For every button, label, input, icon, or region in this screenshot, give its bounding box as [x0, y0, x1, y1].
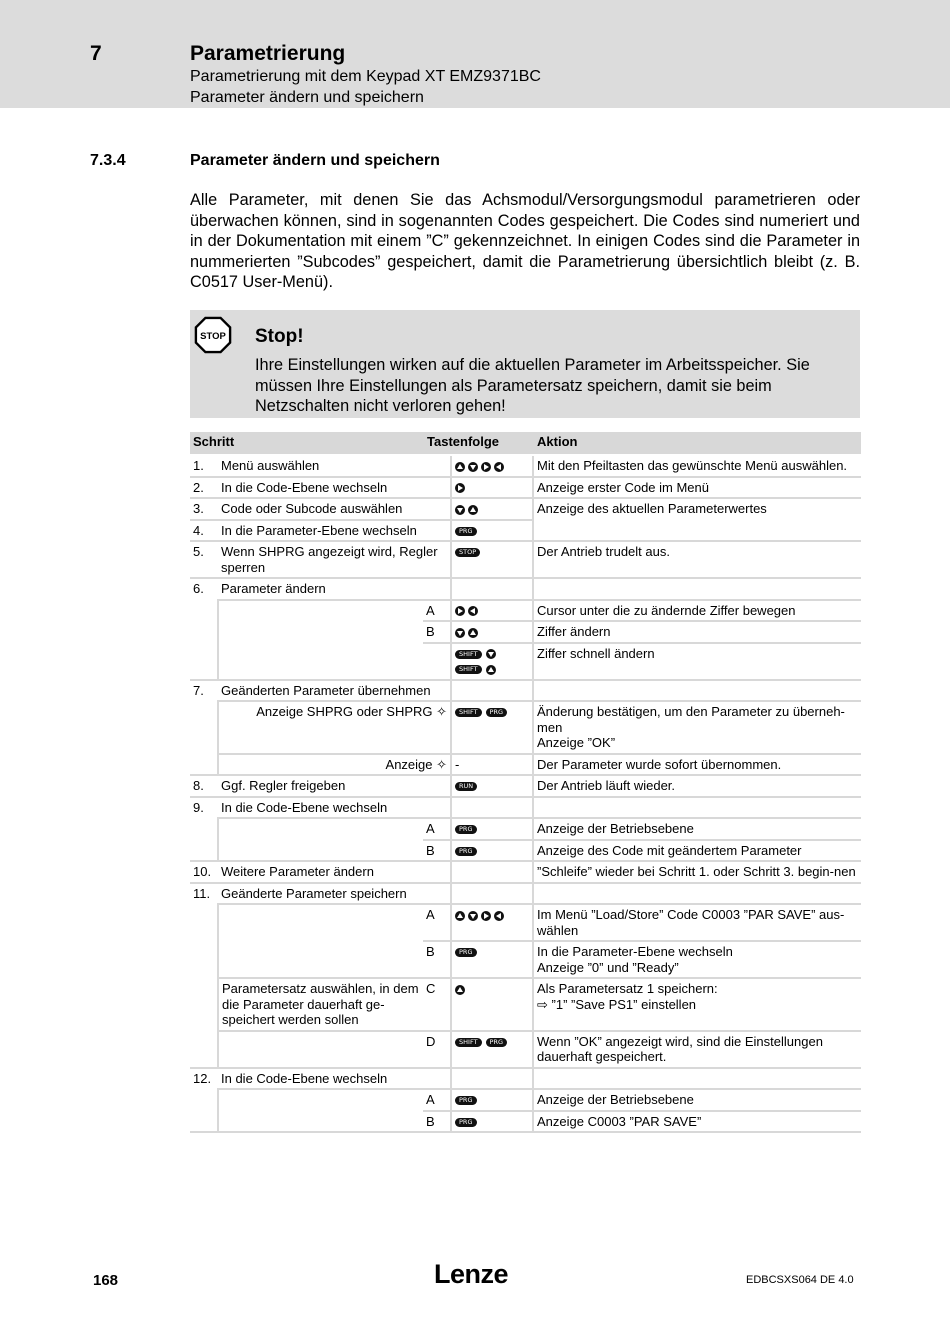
- step-action-line: Als Parametersatz 1 speichern:: [537, 981, 718, 996]
- table-row: [190, 643, 861, 680]
- step-action: [533, 701, 861, 754]
- key-sequence: [451, 455, 533, 477]
- table-row: [190, 1068, 861, 1090]
- arrow-down-icon: [486, 649, 496, 659]
- table-header-row: [190, 432, 861, 455]
- arrow-left-icon: [468, 606, 478, 616]
- table-row: [190, 941, 861, 978]
- arrow-up-icon: [468, 505, 478, 515]
- stop-key-icon: STOP: [455, 548, 480, 557]
- arrow-up-icon: [486, 665, 496, 675]
- step-action: Ziffer schnell ändern: [533, 643, 861, 680]
- step-text: In die Code-Ebene wechseln: [218, 477, 451, 499]
- stop-sign-icon: [194, 316, 232, 354]
- table-row: [190, 1089, 861, 1111]
- step-action: Wenn ”OK” angezeigt wird, sind die Einstellungen dauerhaft gespeichert.: [533, 1031, 861, 1068]
- stop-notice: [190, 310, 860, 418]
- step-action-line: Anzeige ”0” und ”Ready”: [537, 959, 679, 975]
- substep-text: Parametersatz auswählen, in dem die Parameter dauerhaft ge-speichert werden sollen: [218, 978, 423, 1031]
- header-aktion: Aktion: [533, 432, 861, 455]
- table-row: [190, 904, 861, 941]
- prg-key-icon: PRG: [455, 527, 476, 536]
- table-row: [190, 754, 861, 776]
- step-action: [533, 941, 861, 978]
- prg-key-icon: PRG: [455, 825, 476, 834]
- substep-letter: C: [423, 978, 451, 1031]
- header-subtitle-1: Parametrierung mit dem Keypad XT EMZ9371BC: [190, 68, 541, 85]
- step-action: Mit den Pfeiltasten das gewünschte Menü auswählen.: [533, 455, 861, 477]
- step-text: In die Code-Ebene wechseln: [218, 797, 451, 819]
- step-number: 2.: [190, 477, 218, 499]
- lenze-logo: Lenze: [434, 1259, 509, 1289]
- arrow-up-icon: [455, 985, 465, 995]
- prg-key-icon: PRG: [455, 1118, 476, 1127]
- table-row: [190, 600, 861, 622]
- key-sequence: [451, 477, 533, 499]
- step-action: Anzeige der Betriebsebene: [533, 818, 861, 840]
- key-sequence: [451, 621, 533, 643]
- step-text: Wenn SHPRG angezeigt wird, Regler sperren: [218, 541, 451, 578]
- table-row: [190, 680, 861, 702]
- step-action: Anzeige C0003 ”PAR SAVE”: [533, 1111, 861, 1133]
- document-id: EDBCSXS064 DE 4.0: [746, 1274, 854, 1286]
- step-text: In die Parameter-Ebene wechseln: [218, 520, 451, 542]
- table-row: [190, 578, 861, 600]
- step-number: 4.: [190, 520, 218, 542]
- step-number: 7.: [193, 682, 204, 698]
- step-text: Geänderten Parameter übernehmen: [218, 680, 451, 702]
- step-action: Im Menü ”Load/Store” Code C0003 ”PAR SAVE” aus-wählen: [533, 904, 861, 941]
- chapter-title: Parametrierung: [190, 42, 346, 65]
- key-sequence: [451, 600, 533, 622]
- step-number: 5.: [190, 541, 218, 578]
- step-text: Menü auswählen: [218, 455, 451, 477]
- table-row: [190, 840, 861, 862]
- step-action: ”Schleife” wieder bei Schritt 1. oder Schritt 3. begin-nen: [533, 861, 861, 883]
- substep-letter: A: [423, 818, 451, 840]
- substep-letter: A: [423, 600, 451, 622]
- arrow-up-icon: [455, 462, 465, 472]
- stop-text: Ihre Einstellungen wirken auf die aktuellen Parameter im Arbeitsspeicher. Sie müssen Ihre Einstellungen als Parametersatz speichern, damit sie beim Netzschalten nicht verloren gehen!: [255, 356, 810, 415]
- step-action: Anzeige erster Code im Menü: [533, 477, 861, 499]
- section-title: Parameter ändern und speichern: [190, 152, 440, 169]
- shift-key-icon: SHIFT: [455, 665, 482, 674]
- step-action-line: In die Parameter-Ebene wechseln: [537, 944, 733, 959]
- step-number: 11.: [193, 885, 211, 901]
- key-sequence: [451, 978, 533, 1031]
- step-number: 12.: [193, 1070, 212, 1086]
- page-number: 168: [93, 1272, 119, 1289]
- arrow-down-icon: [455, 628, 465, 638]
- table-row: [190, 1111, 861, 1133]
- step-number: 3.: [190, 498, 218, 520]
- step-text: Geänderte Parameter speichern: [218, 883, 451, 905]
- intro-paragraph: Alle Parameter, mit denen Sie das Achsmodul/Versorgungsmodul parametrieren oder überwachen können, sind in sogenannten Codes gespeichert. Die Codes sind numeriert und in der Dokumentation mit einem ”C” gekennzeichnet. In einigen Codes sind die Parameter in nummerierten ”Subcodes” gespeichert, damit die Parametrierung übersichtlich bleibt (z. B. C0517 User-Menü).: [190, 191, 860, 291]
- arrow-right-icon: [481, 462, 491, 472]
- shift-key-icon: SHIFT: [455, 708, 482, 717]
- substep-letter: A: [423, 904, 451, 941]
- arrow-down-icon: [455, 505, 465, 515]
- shift-key-icon: SHIFT: [455, 1038, 482, 1047]
- step-number: 6.: [193, 581, 204, 596]
- arrow-up-icon: [468, 628, 478, 638]
- table-row: [190, 883, 861, 905]
- prg-key-icon: PRG: [486, 1038, 507, 1047]
- shift-key-icon: SHIFT: [455, 650, 482, 659]
- table-row: [190, 455, 861, 477]
- substep-letter: D: [423, 1031, 451, 1068]
- step-number: 1.: [190, 455, 218, 477]
- arrow-down-icon: [468, 911, 478, 921]
- table-row: [190, 797, 861, 819]
- prg-key-icon: PRG: [486, 708, 507, 717]
- step-text: In die Code-Ebene wechseln: [218, 1068, 451, 1090]
- table-row: [190, 541, 861, 578]
- key-sequence: [451, 775, 533, 797]
- step-text: Code oder Subcode auswählen: [218, 498, 451, 520]
- table-row: [190, 477, 861, 499]
- page-header: [0, 0, 950, 108]
- substep-letter: A: [423, 1089, 451, 1111]
- substep-text: Anzeige SHPRG oder SHPRG ✧: [218, 701, 451, 754]
- key-sequence: [451, 904, 533, 941]
- step-action: Der Antrieb trudelt aus.: [533, 541, 861, 578]
- substep-letter: B: [423, 941, 451, 978]
- header-schritt: Schritt: [190, 432, 423, 455]
- step-action-line: Änderung bestätigen, um den Parameter zu überneh-men: [537, 704, 845, 735]
- step-text: Ggf. Regler freigeben: [218, 775, 451, 797]
- arrow-right-icon: [455, 483, 465, 493]
- key-sequence: [451, 1031, 533, 1068]
- table-row: [190, 775, 861, 797]
- prg-key-icon: PRG: [455, 1096, 476, 1105]
- step-action: [533, 978, 861, 1031]
- step-number: 9.: [193, 799, 204, 815]
- key-sequence: [451, 818, 533, 840]
- key-sequence: [451, 520, 533, 542]
- step-action: Der Antrieb läuft wieder.: [533, 775, 861, 797]
- substep-letter: B: [423, 621, 451, 643]
- key-sequence: [451, 941, 533, 978]
- table-row: [190, 861, 861, 883]
- steps-table: [190, 432, 861, 1133]
- prg-key-icon: PRG: [455, 948, 476, 957]
- key-sequence: [451, 643, 533, 680]
- step-action: Anzeige des aktuellen Parameterwertes: [533, 498, 861, 541]
- table-row: [190, 621, 861, 643]
- stop-icon-text: STOP: [200, 330, 226, 342]
- arrow-left-icon: [494, 462, 504, 472]
- stop-title: Stop!: [255, 326, 304, 347]
- header-subtitle-2: Parameter ändern und speichern: [190, 89, 424, 106]
- step-action-line: ⇨ ”1” ”Save PS1” einstellen: [537, 996, 697, 1012]
- arrow-right-icon: [481, 911, 491, 921]
- step-action: Der Parameter wurde sofort übernommen.: [533, 754, 861, 776]
- step-text: Weitere Parameter ändern: [218, 861, 451, 883]
- step-action-line: Anzeige ”OK”: [537, 735, 616, 750]
- run-key-icon: RUN: [455, 782, 477, 791]
- table-row: [190, 498, 861, 520]
- key-sequence: [451, 498, 533, 520]
- key-sequence: [451, 840, 533, 862]
- header-tastenfolge: Tastenfolge: [423, 432, 533, 455]
- arrow-up-icon: [455, 911, 465, 921]
- key-sequence: [451, 701, 533, 754]
- arrow-left-icon: [494, 911, 504, 921]
- table-row: [190, 818, 861, 840]
- table-row: [190, 701, 861, 754]
- arrow-right-icon: [455, 606, 465, 616]
- step-text: Parameter ändern: [218, 578, 451, 600]
- key-sequence: [451, 1111, 533, 1133]
- prg-key-icon: PRG: [455, 847, 476, 856]
- key-sequence: [451, 1089, 533, 1111]
- step-number: 8.: [190, 775, 218, 797]
- table-row: [190, 978, 861, 1031]
- substep-text: Anzeige ✧: [218, 754, 451, 776]
- substep-letter: B: [423, 1111, 451, 1133]
- step-action: Cursor unter die zu ändernde Ziffer bewegen: [533, 600, 861, 622]
- section-number: 7.3.4: [90, 152, 126, 169]
- step-number: 10.: [190, 861, 218, 883]
- chapter-number: 7: [90, 42, 102, 65]
- key-sequence: [451, 541, 533, 578]
- substep-letter: B: [423, 840, 451, 862]
- table-row: [190, 1031, 861, 1068]
- step-action: Anzeige des Code mit geändertem Parameter: [533, 840, 861, 862]
- step-action: Ziffer ändern: [533, 621, 861, 643]
- key-sequence: -: [451, 754, 533, 776]
- step-action: Anzeige der Betriebsebene: [533, 1089, 861, 1111]
- arrow-down-icon: [468, 462, 478, 472]
